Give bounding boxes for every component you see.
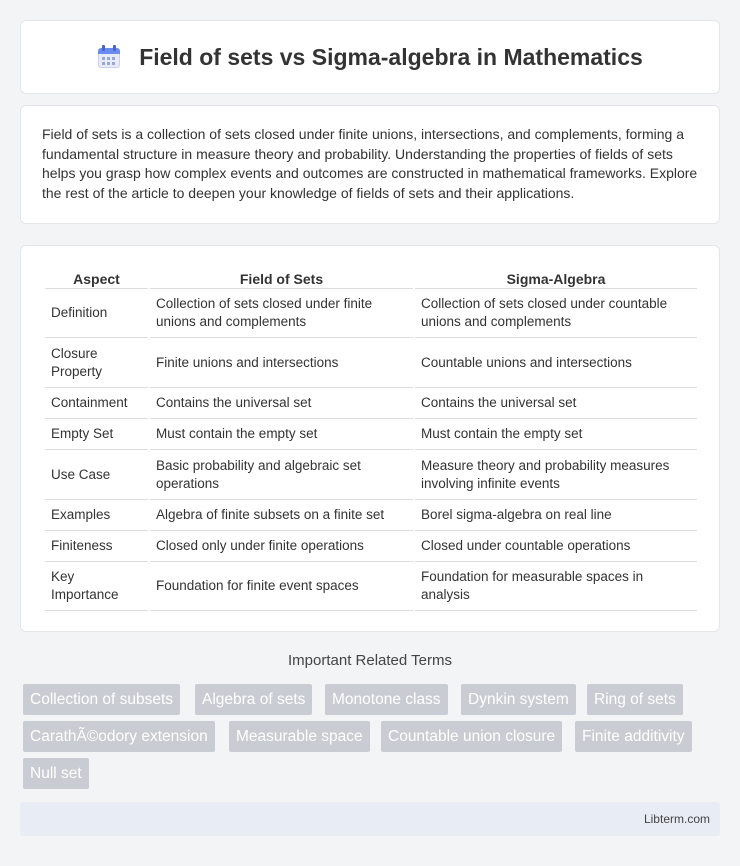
aspect-cell: Closure Property: [45, 338, 148, 388]
sigma-algebra-cell: Foundation for measurable spaces in analysis: [415, 562, 697, 611]
related-term-tag[interactable]: Dynkin system: [461, 684, 576, 715]
related-term-tag[interactable]: Collection of subsets: [23, 684, 180, 715]
table-row: [45, 500, 697, 531]
related-term-tag[interactable]: Algebra of sets: [195, 684, 312, 715]
related-term-tag[interactable]: CarathÃ©odory extension: [23, 721, 215, 752]
related-term-tag[interactable]: Countable union closure: [381, 721, 562, 752]
table-row: [45, 289, 697, 338]
field-of-sets-cell: Contains the universal set: [150, 388, 413, 419]
footer: [20, 802, 720, 836]
field-of-sets-cell: Collection of sets closed under finite unions and complements: [150, 289, 413, 338]
field-of-sets-cell: Finite unions and intersections: [150, 338, 413, 388]
table-row: [45, 562, 697, 611]
field-of-sets-cell: Must contain the empty set: [150, 419, 413, 450]
table-row: [45, 419, 697, 450]
related-terms-title: Important Related Terms: [288, 652, 452, 669]
sigma-algebra-cell: Must contain the empty set: [415, 419, 697, 450]
table-row: [45, 531, 697, 562]
intro-text: Field of sets is a collection of sets closed under finite unions, intersections, and complements, forming a fundamental structure in measure theory and probability. Understanding the properties of fields of sets helps you grasp how complex events and outcomes are constructed in mathematical frameworks. Explore the rest of the article to deepen your knowledge of fields of sets and their applications.: [42, 126, 698, 201]
page-title: Field of sets vs Sigma-algebra in Mathematics: [139, 43, 643, 70]
sigma-algebra-cell: Countable unions and intersections: [415, 338, 697, 388]
table-row: [45, 388, 697, 419]
sigma-algebra-cell: Borel sigma-algebra on real line: [415, 500, 697, 531]
related-term-tag[interactable]: Ring of sets: [587, 684, 683, 715]
table-header-row: [45, 265, 697, 289]
field-of-sets-cell: Closed only under finite operations: [150, 531, 413, 562]
table-row: [45, 450, 697, 500]
related-term-tag[interactable]: Measurable space: [229, 721, 370, 752]
sigma-algebra-cell: Measure theory and probability measures involving infinite events: [415, 450, 697, 500]
aspect-cell: Containment: [45, 388, 148, 419]
intro-card: [20, 105, 720, 224]
aspect-cell: Empty Set: [45, 419, 148, 450]
footer-site-link[interactable]: Libterm.com: [643, 812, 710, 826]
related-term-tag[interactable]: Monotone class: [325, 684, 448, 715]
aspect-cell: Key Importance: [45, 562, 148, 611]
comparison-card: [20, 245, 720, 632]
aspect-cell: Definition: [45, 289, 148, 338]
sigma-algebra-cell: Contains the universal set: [415, 388, 697, 419]
comparison-table: [43, 265, 699, 611]
sigma-algebra-cell: Closed under countable operations: [415, 531, 697, 562]
aspect-cell: Use Case: [45, 450, 148, 500]
header-card: [20, 20, 720, 94]
sigma-algebra-cell: Collection of sets closed under countable unions and complements: [415, 289, 697, 338]
column-header: Field of Sets: [150, 265, 413, 289]
calendar-icon: [97, 45, 121, 69]
field-of-sets-cell: Foundation for finite event spaces: [150, 562, 413, 611]
table-row: [45, 338, 697, 388]
related-term-tag[interactable]: Finite additivity: [575, 721, 692, 752]
related-term-tag[interactable]: Null set: [23, 758, 89, 789]
aspect-cell: Finiteness: [45, 531, 148, 562]
aspect-cell: Examples: [45, 500, 148, 531]
column-header: Aspect: [45, 265, 148, 289]
field-of-sets-cell: Algebra of finite subsets on a finite set: [150, 500, 413, 531]
field-of-sets-cell: Basic probability and algebraic set operations: [150, 450, 413, 500]
column-header: Sigma-Algebra: [415, 265, 697, 289]
